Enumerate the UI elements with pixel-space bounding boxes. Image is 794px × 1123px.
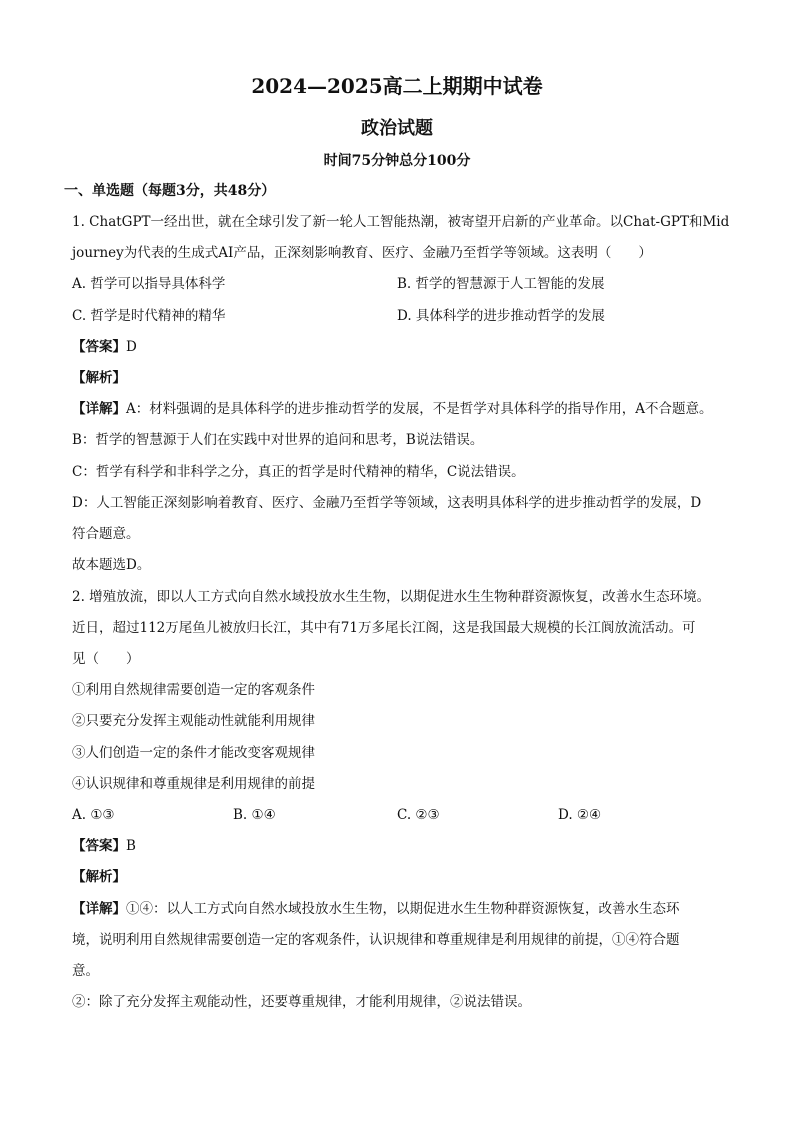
q1-detail-text-1: A：材料强调的是具体科学的进步推动哲学的发展，不是哲学对具体科学的指导作用，A不合题意。 xyxy=(126,401,713,417)
q1-stem-line-1: 1. ChatGPT一经出世，就在全球引发了新一轮人工智能热潮，被寄望开启新的产业革命。以Chat-GPT和Mid xyxy=(72,214,730,230)
q2-analysis-label: 【解析】 xyxy=(72,869,126,885)
q1-detail-line-6: 故本题选D。 xyxy=(72,557,151,573)
q2-detail-line-2: 境，说明利用自然规律需要创造一定的客观条件，认识规律和尊重规律是利用规律的前提，①④符合题 xyxy=(72,932,680,948)
q1-stem-line-2: journey为代表的生成式AI产品，正深刻影响教育、医疗、金融乃至哲学等领域。这表明（ ） xyxy=(72,245,652,261)
q2-answer xyxy=(72,836,136,856)
q1-detail-line-3: C：哲学有科学和非科学之分，真正的哲学是时代精神的精华，C说法错误。 xyxy=(72,464,525,480)
q2-option-b: B. ①④ xyxy=(233,807,276,823)
q2-statement-4: ④认识规律和尊重规律是利用规律的前提 xyxy=(72,776,315,792)
exam-meta: 时间75分钟总分100分 xyxy=(323,153,471,169)
q1-option-c: C. 哲学是时代精神的精华 xyxy=(72,308,226,324)
q1-answer xyxy=(72,337,137,357)
subject-title: 政治试题 xyxy=(361,118,433,139)
q2-statement-3: ③人们创造一定的条件才能改变客观规律 xyxy=(72,745,315,761)
q2-detail-line-1 xyxy=(72,899,680,919)
q1-detail-line-2: B：哲学的智慧源于人们在实践中对世界的追问和思考，B说法错误。 xyxy=(72,432,484,448)
q1-answer-label: 【答案】 xyxy=(72,339,126,355)
exam-title: 2024—2025高二上期期中试卷 xyxy=(251,74,543,98)
q2-detail-label: 【详解】 xyxy=(72,901,126,917)
q2-detail-line-3: 意。 xyxy=(72,963,99,979)
q2-detail-line-4: ②：除了充分发挥主观能动性，还要尊重规律，才能利用规律，②说法错误。 xyxy=(72,994,531,1010)
q1-answer-value: D xyxy=(126,339,137,355)
q1-option-a: A. 哲学可以指导具体科学 xyxy=(72,276,226,292)
q2-statement-1: ①利用自然规律需要创造一定的客观条件 xyxy=(72,682,315,698)
q2-detail-text-1: ①④：以人工方式向自然水域投放水生生物，以期促进水生生物种群资源恢复，改善水生态环 xyxy=(126,901,680,917)
section-heading: 一、单选题（每题3分，共48分） xyxy=(64,183,276,199)
q2-stem-line-3: 见（ ） xyxy=(72,651,140,667)
q1-analysis-label: 【解析】 xyxy=(72,370,126,386)
q2-stem-line-1: 2. 增殖放流，即以人工方式向自然水域投放水生生物，以期促进水生生物种群资源恢复，改善水生态环境。 xyxy=(72,589,711,605)
q1-option-d: D. 具体科学的进步推动哲学的发展 xyxy=(397,308,605,324)
q2-option-c: C. ②③ xyxy=(397,807,440,823)
q2-stem-line-2: 近日，超过112万尾鱼儿被放归长江，其中有71万多尾长江阁，这是我国最大规模的长江阆放流活动。可 xyxy=(72,620,696,636)
q2-option-a: A. ①③ xyxy=(72,807,115,823)
q2-option-d: D. ②④ xyxy=(558,807,602,823)
q1-option-b: B. 哲学的智慧源于人工智能的发展 xyxy=(397,276,605,292)
q2-answer-label: 【答案】 xyxy=(72,838,126,854)
q2-answer-value: B xyxy=(126,838,136,854)
q1-detail-line-5: 符合题意。 xyxy=(72,526,140,542)
q1-detail-line-1 xyxy=(72,399,713,419)
q1-detail-label: 【详解】 xyxy=(72,401,126,417)
q1-detail-line-4: D：人工智能正深刻影响着教育、医疗、金融乃至哲学等领域，这表明具体科学的进步推动哲学的发展，D xyxy=(72,495,702,511)
q2-statement-2: ②只要充分发挥主观能动性就能利用规律 xyxy=(72,713,315,729)
